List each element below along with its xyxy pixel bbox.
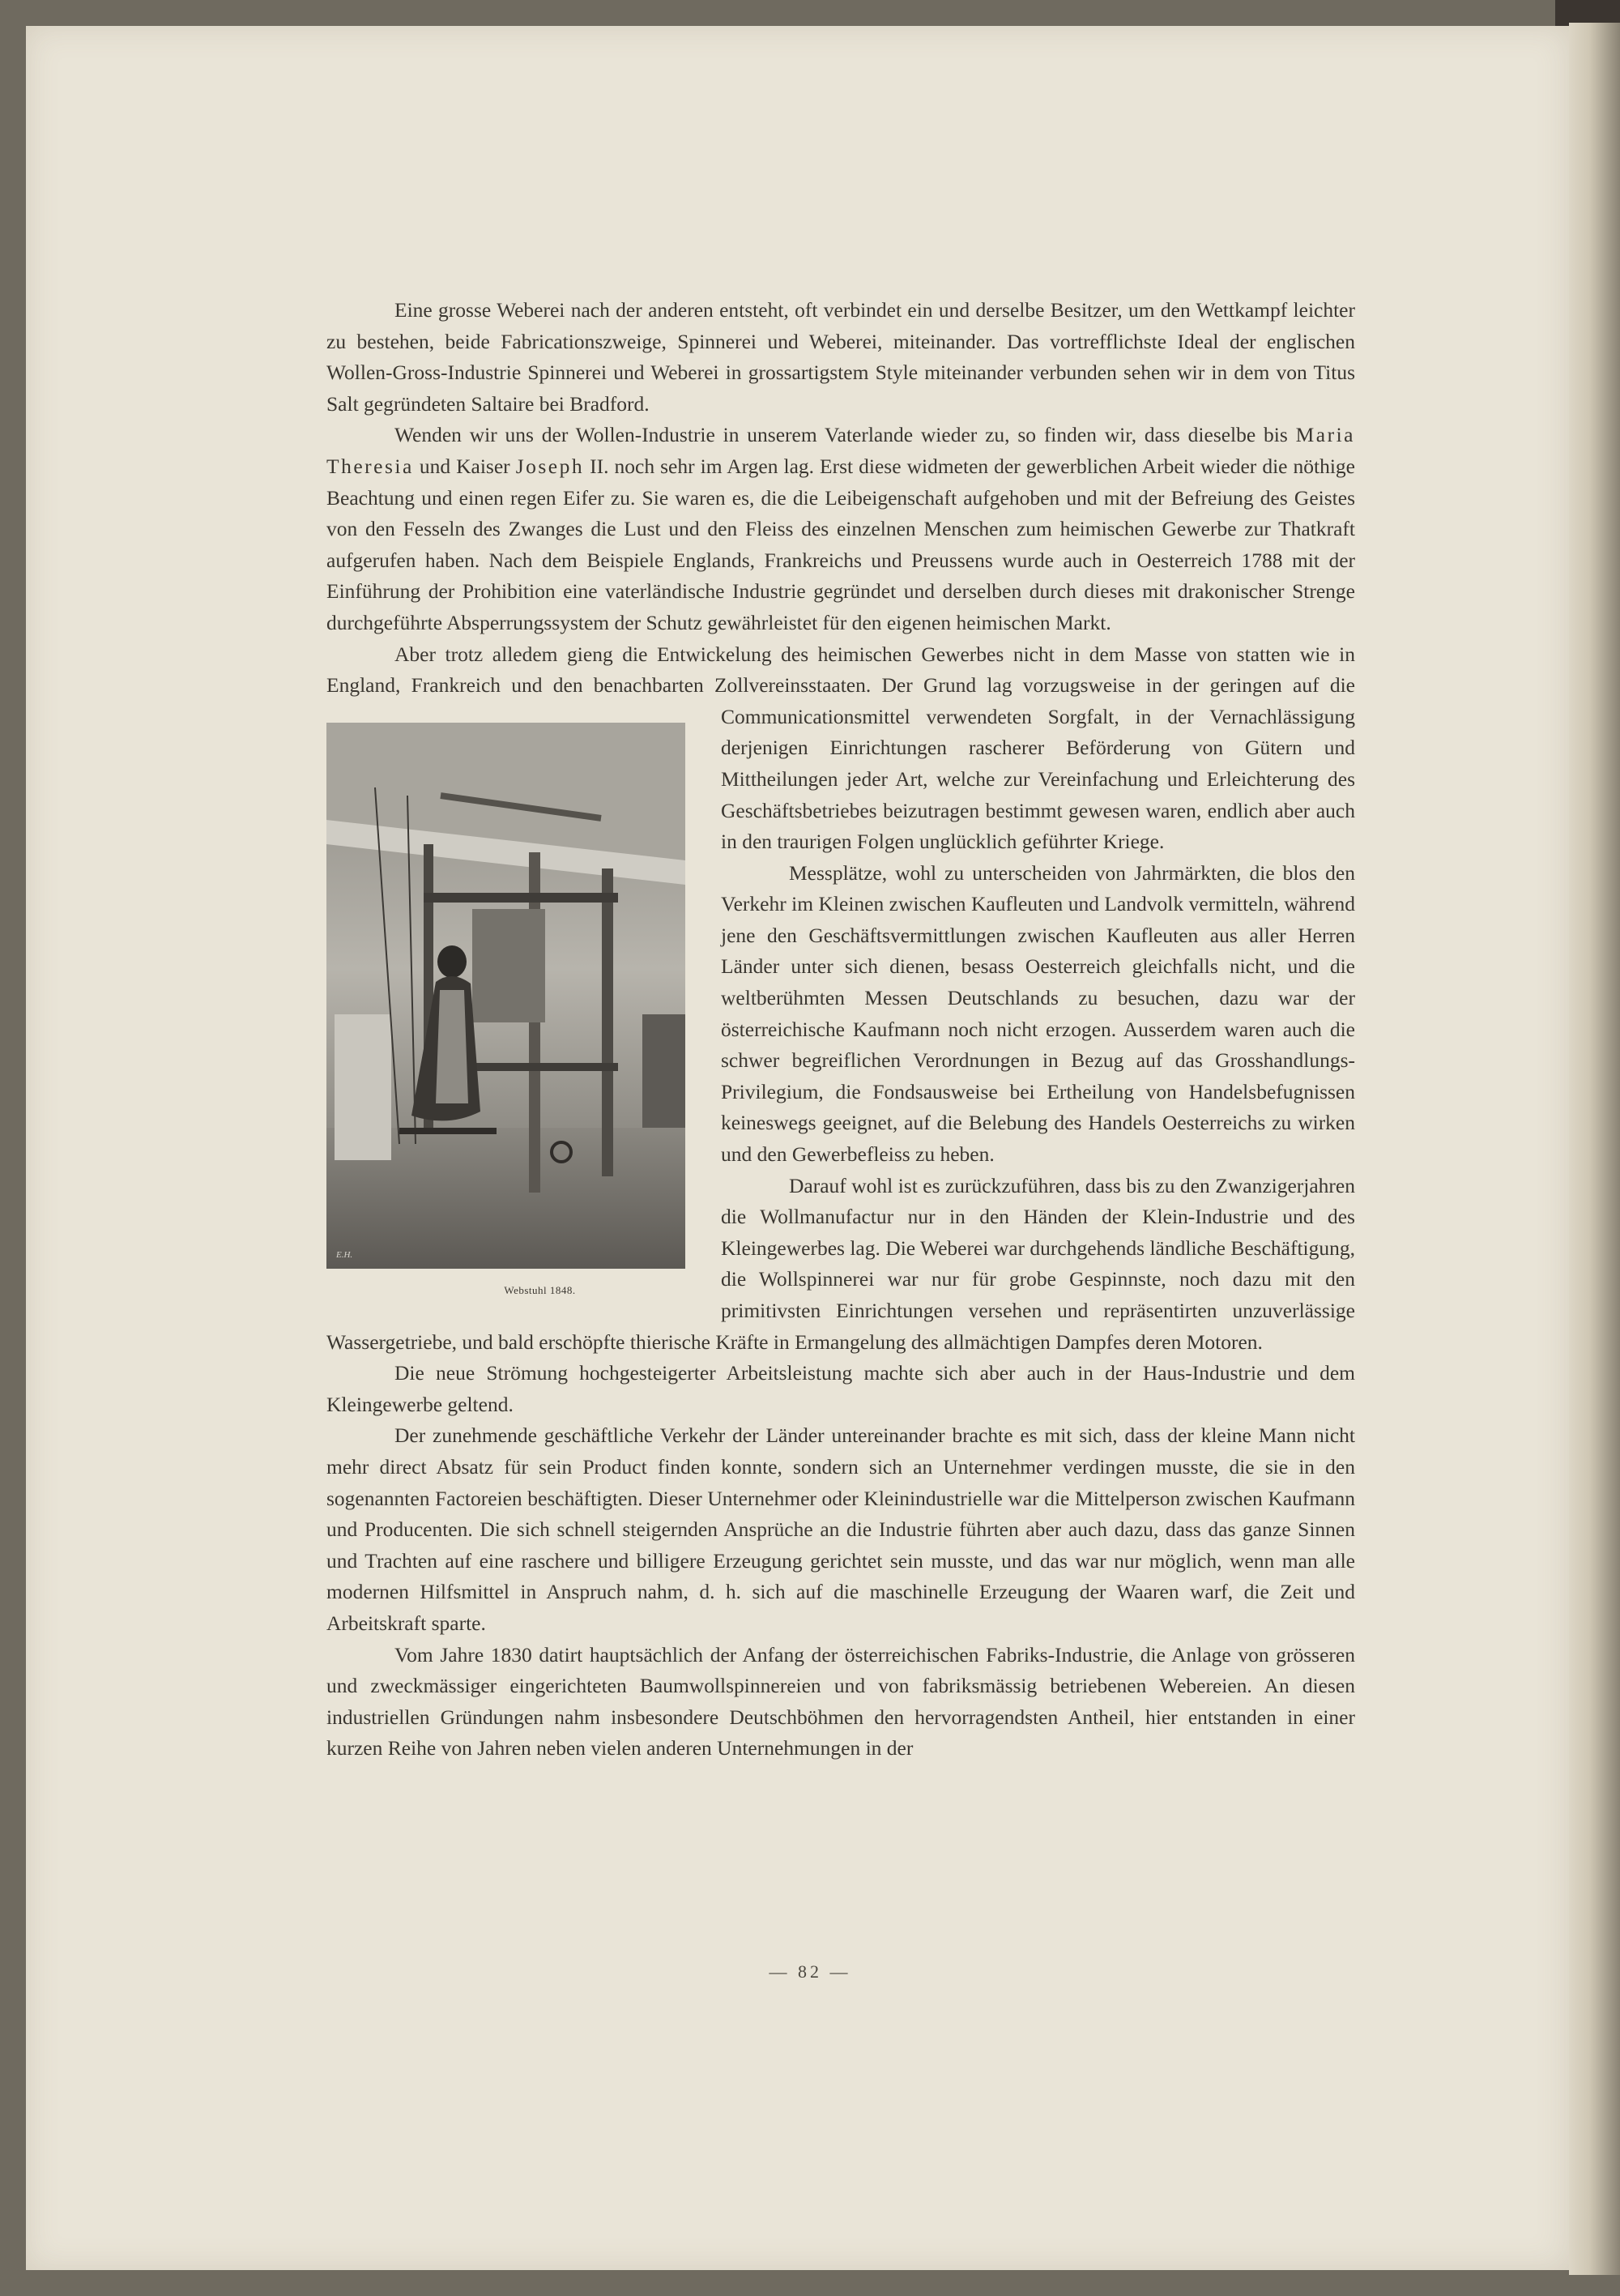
page-edge [1569,23,1620,2275]
loom-photograph [326,723,685,1269]
paragraph-2-end: II. noch sehr im Argen lag. Erst diese widmeten der gewerblichen Arbeit wieder die nöthige Beachtung und einen regen Eifer zu. Sie waren es, die die Leibeigenschaft aufgehoben und mit der Befreiung des Geistes von den Fesseln des Zwanges die Lust und den Fleiss des einzelnen Menschen zum heimischen Gewerbe zur Thatkraft aufgerufen haben. Nach dem Beispiele Englands, Frankreichs und Preussens wurde auch in Oesterreich 1788 mit der Einführung der Prohibition eine vaterländische Industrie gegründet und derselben durch dieses mit drakonischer Strenge durchgeführte Absperrungssystem der Schutz gewährleistet für den eigenen heimischen Markt. [326,454,1355,634]
paragraph-7: Der zunehmende geschäftliche Verkehr der Länder untereinander brachte es mit sich, dass der kleine Mann nicht mehr direct Absatz für sein Product finden konnte, sondern sich an Unternehmer verdingen musste, die sie in den sogenannten Factoreien beschäftigten. Dieser Unternehmer oder Kleinindustrielle war die Mittelperson zwischen Kaufmann und Producenten. Die sich schnell steigernden Ansprüche an die Industrie führten aber auch dazu, dass das ganze Sinnen und Trachten auf eine raschere und billigere Erzeugung gerichtet sein musste, und das war nur möglich, wenn man alle modernen Hilfsmittel in Anspruch nahm, d. h. sich auf die maschinelle Erzeugung der Waaren warf, die Zeit und Arbeitskraft sparte. [326,1423,1355,1635]
paragraph-1: Eine grosse Weberei nach der anderen entsteht, oft verbindet ein und derselbe Besitzer, um den Wettkampf leichter zu bestehen, beide Fabricationszweige, Spinnerei und Weberei, miteinander. Das vortrefflichste Ideal der englischen Wollen-Gross-Industrie Spinnerei und Weberei in grossartigstem Style miteinander verbunden sehen wir in dem von Titus Salt gegründeten Saltaire bei Bradford. [326,298,1355,416]
body-text [326,295,1355,1765]
paragraph-3-tail: geringen auf die Communicationsmittel verwendeten Sorgfalt, in der Vernachlässigung derjenigen Einrichtungen rascherer Beförderung von Gütern und Mittheilungen jeder Art, welche zur Vereinfachung und Erleichterung des Geschäftsbetriebes beizutragen bestimmt gewesen waren, endlich aber auch in den traurigen Folgen unglücklich geführter Kriege. [721,673,1355,854]
paragraph-6: Die neue Strömung hochgesteigerter Arbeitsleistung machte sich aber auch in der Haus-Industrie und dem Kleingewerbe geltend. [326,1361,1355,1416]
paragraph-2-start: Wenden wir uns der Wollen-Industrie in unserem Vaterlande wieder zu, so finden wir, dass dieselbe bis [394,423,1296,447]
figure-loom [326,723,685,1298]
figure-caption: Webstuhl 1848. [504,1283,576,1296]
paragraph-8: Vom Jahre 1830 datirt hauptsächlich der Anfang der österreichischen Fabriks-Industrie, die Anlage von grösseren und zweckmässiger eingerichteten Baumwollspinnereien und von fabriksmässig betriebenen Webereien. An diesen industriellen Gründungen nahm insbesondere Deutschböhmen den hervorragendsten Antheil, hier entstanden in einer kurzen Reihe von Jahren neben vielen anderen Unternehmungen in der [326,1642,1355,1760]
paragraph-2-mid: und Kaiser [413,454,516,478]
page-number: — 82 — [769,1961,851,1982]
spaced-name-maria-theresia: Maria Theresia [326,423,1355,478]
plate-signature: E.H. [336,1249,353,1260]
paragraph-2 [326,420,1355,638]
paragraph-4: Messplätze, wohl zu unterscheiden von Jahrmärkten, die blos den Verkehr im Kleinen zwischen Kaufleuten und Landvolk vermitteln, während jene den Geschäftsvermittlungen zwischen Kaufleuten aus aller Herren Länder unter sich dienen, besass Oesterreich gleichfalls nicht, und die weltberühmten Messen Deutschlands zu besuchen, dazu war der österreichische Kaufmann noch nicht erzogen. Ausserdem waren auch die schwer begreiflichen Verordnungen in Bezug auf das Grosshandlungs-Privilegium, die Fondsausweise bei Ertheilung von Handelsbefugnissen keineswegs geeignet, auf die Belebung des Handels Oesterreichs zu wirken und den Gewerbefleiss zu heben. [721,860,1355,1167]
paragraph-5: Darauf wohl ist es zurückzuführen, dass bis zu den Zwanzigerjahren die Wollmanufactur nur in den Händen der Klein-Industrie und des Kleingewerbes lag. Die Weberei war durchgehends ländliche Beschäftigung, die Wollspinnerei war nur für grobe Gespinnste, noch dazu mit den primitivsten Einrichtungen versehen und repräsentirten unzuverlässige Wassergetriebe, und bald erschöpfte thierische Kräfte in Ermangelung des allmächtigen Dampfes deren Motoren. [326,1173,1355,1354]
paragraph-3-head: Aber trotz alledem gieng die Entwickelung des heimischen Gewerbes nicht in dem Masse von statten wie in England, Frankreich und den benachbarten Zollvereinsstaaten. Der Grund lag vorzugsweise in der [326,642,1355,698]
spaced-name-joseph: Joseph [515,454,585,478]
